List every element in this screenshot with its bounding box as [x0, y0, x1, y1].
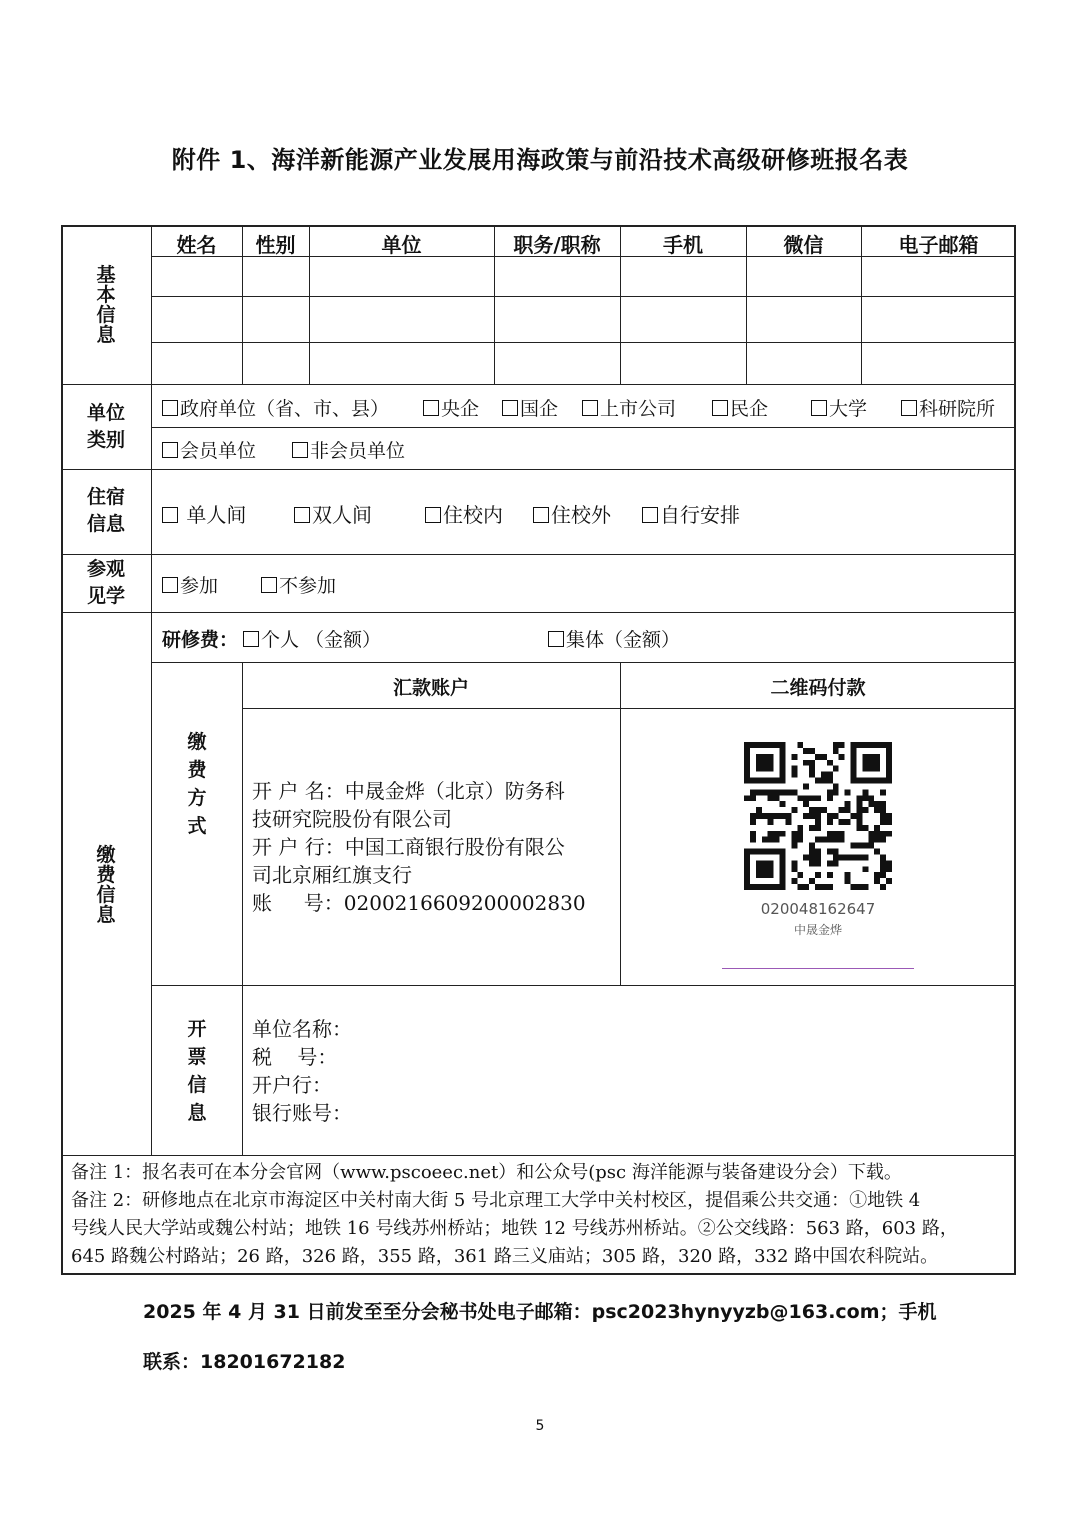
checkbox-research-institute[interactable]: 科研院所	[901, 394, 995, 421]
checkbox-on-campus[interactable]: 住校内	[425, 499, 503, 528]
payment-info-label: 缴费信息	[96, 844, 116, 926]
contact-info: 联系：18201672182	[143, 1351, 346, 1373]
qr-header: 二维码付款	[770, 677, 866, 699]
checkbox-attend[interactable]: 参加	[162, 571, 218, 598]
invoice-label: 开票信息	[187, 1018, 207, 1124]
submission-info: 2025 年 4 月 31 日前发至至分会秘书处电子邮箱：psc2023hynyyzb@163.com；手机	[143, 1301, 937, 1323]
grid-line	[151, 296, 1016, 297]
notes	[71, 1159, 958, 1271]
grid-line	[61, 469, 1016, 470]
checkbox-not-attend[interactable]: 不参加	[261, 571, 336, 598]
checkbox-private[interactable]: 民企	[712, 394, 768, 421]
visit-label: 参观 见学	[86, 558, 125, 607]
col-header-mobile: 手机	[663, 233, 703, 257]
grid-line	[61, 612, 1016, 613]
grid-line	[151, 225, 152, 1155]
col-header-email: 电子邮箱	[898, 233, 979, 257]
account-details: 开 户 名：中晟金烨（北京）防务科 技研究院股份有限公司 开 户 行：中国工商银行股份有限公 司北京厢红旗支行 账 号：0200216609200002830	[252, 779, 586, 915]
checkbox-non-member[interactable]: 非会员单位	[292, 436, 405, 463]
qr-underline	[722, 968, 914, 969]
checkbox-double-room[interactable]: 双人间	[294, 499, 372, 528]
grid-line	[151, 342, 1016, 343]
grid-line	[61, 384, 1016, 385]
payment-method-label: 缴费方式	[187, 731, 207, 837]
checkbox-off-campus[interactable]: 住校外	[533, 499, 611, 528]
checkbox-fee-personal[interactable]: 个人 （金额）	[243, 625, 381, 652]
grid-line	[61, 554, 1016, 555]
checkbox-self-arrange[interactable]: 自行安排	[642, 499, 740, 528]
grid-line	[151, 662, 1016, 663]
grid-line	[61, 1155, 1016, 1156]
page-number: 5	[535, 1418, 545, 1434]
checkbox-fee-group[interactable]: 集体（金额）	[548, 625, 680, 652]
col-header-name: 姓名	[176, 233, 217, 257]
checkbox-university[interactable]: 大学	[811, 394, 867, 421]
checkbox-central-soe[interactable]: 央企	[423, 394, 479, 421]
note-2: 备注 2：研修地点在北京市海淀区中关村南大街 5 号北京理工大学中关村校区，提倡乘公共交通：①地铁 4	[71, 1190, 921, 1211]
checkbox-listed-company[interactable]: 上市公司	[582, 394, 676, 421]
grid-line	[242, 708, 1016, 709]
invoice-fields: 单位名称： 税 号： 开户行： 银行账号：	[252, 1017, 352, 1125]
basic-info-label: 基本信息	[96, 264, 116, 346]
lodging-label: 住宿 信息	[86, 486, 125, 535]
account-header: 汇款账户	[392, 677, 469, 699]
col-header-gender: 性别	[255, 233, 296, 257]
note-3: 号线人民大学站或魏公村站；地铁 16 号线苏州桥站；地铁 12 号线苏州桥站。②公交线路：563 路，603 路，	[71, 1218, 958, 1239]
col-header-wechat: 微信	[783, 233, 824, 257]
col-header-unit: 单位	[381, 233, 422, 257]
payment-qr-code	[744, 742, 892, 890]
note-1: 备注 1：报名表可在本分会官网（www.pscoeec.net）和公众号(psc 海洋能源与装备建设分会）下载。	[71, 1162, 902, 1183]
grid-line	[242, 662, 243, 1155]
checkbox-single-room[interactable]: 单人间	[162, 499, 246, 528]
col-header-title: 职务/职称	[513, 233, 601, 257]
qr-number: 020048162647	[760, 900, 876, 918]
page-title: 附件 1、海洋新能源产业发展用海政策与前沿技术高级研修班报名表	[171, 146, 909, 174]
fee-label: 研修费：	[162, 629, 239, 651]
grid-line	[151, 427, 1016, 428]
checkbox-member[interactable]: 会员单位	[162, 436, 256, 463]
checkbox-soe[interactable]: 国企	[502, 394, 558, 421]
note-4: 645 路魏公村路站；26 路，326 路，355 路，361 路三义庙站；305 路，320 路，332 路中国农科院站。	[71, 1246, 939, 1267]
qr-name: 中晟金烨	[793, 923, 842, 937]
checkbox-government[interactable]: 政府单位（省、市、县）	[162, 394, 389, 421]
unit-type-label: 单位 类别	[86, 402, 125, 451]
grid-line	[151, 985, 1016, 986]
